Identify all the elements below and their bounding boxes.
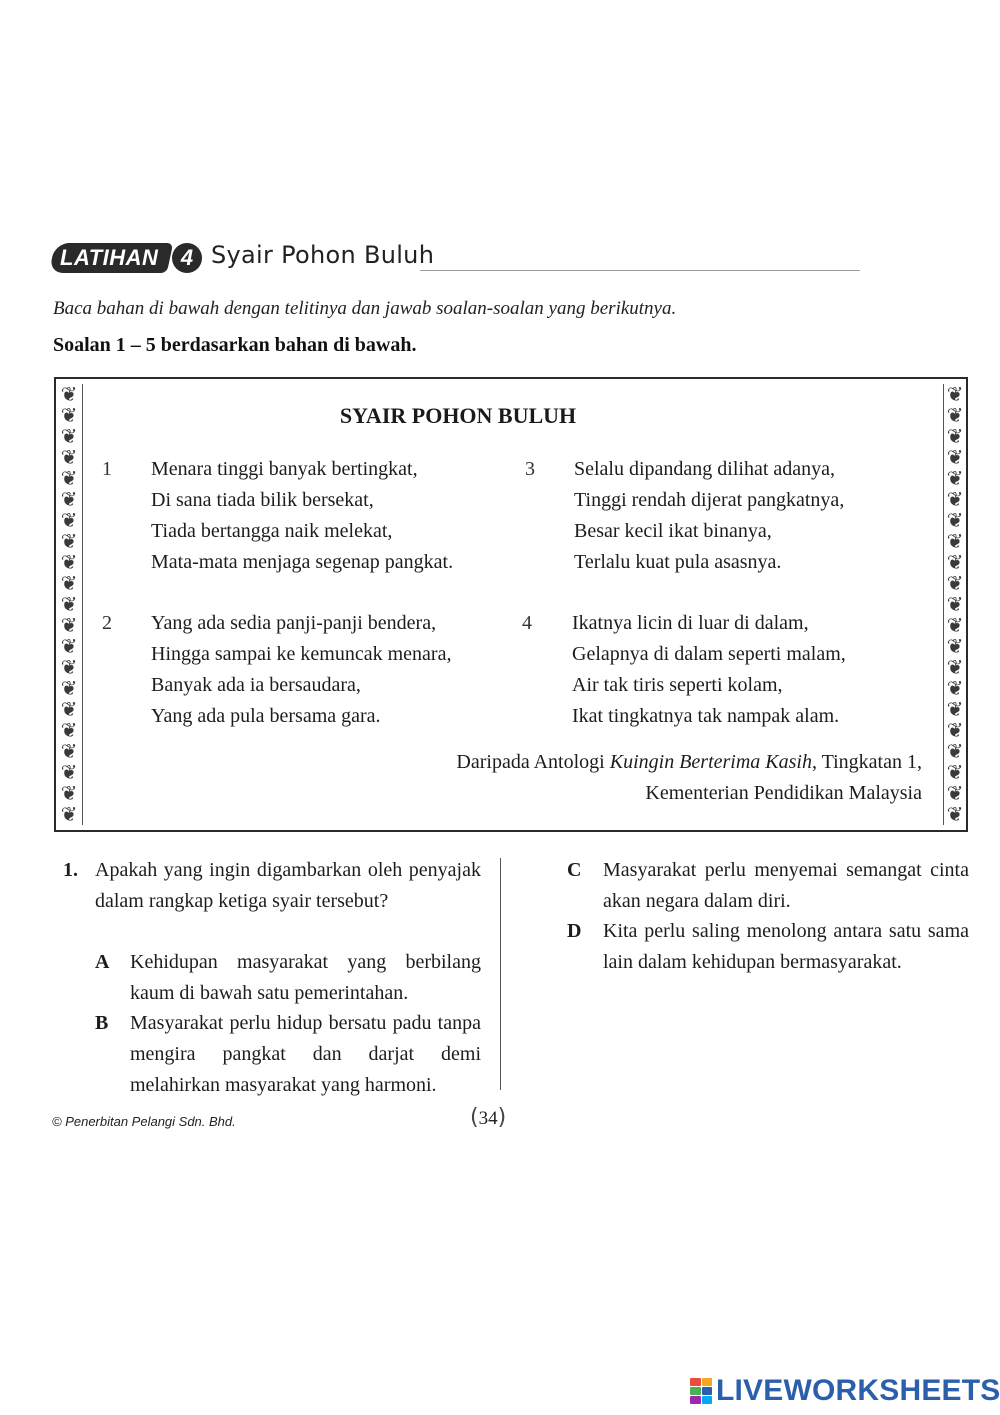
poem-line: Hingga sampai ke kemuncak menara, [151, 643, 452, 665]
poem-line: Di sana tiada bilik bersekat, [151, 489, 374, 511]
stanza-3 [574, 454, 844, 578]
page-number-value: 34 [478, 1108, 498, 1129]
poem-line: Menara tinggi banyak bertingkat, [151, 458, 418, 480]
option-text: Kita perlu saling menolong antara satu sama lain dalam kehidupan bermasyarakat. [603, 920, 969, 973]
liveworksheets-grid-icon [690, 1378, 712, 1404]
stanza-2 [151, 608, 451, 732]
option-b[interactable] [95, 1008, 481, 1101]
poem-line: Air tak tiris seperti kolam, [572, 674, 783, 696]
copyright-text: © Penerbitan Pelangi Sdn. Bhd. [52, 1114, 236, 1129]
citation-publisher: Kementerian Pendidikan Malaysia [645, 782, 922, 804]
poem-citation [456, 747, 922, 809]
option-text: Kehidupan masyarakat yang berbilang kaum di bawah satu pemerintahan. [130, 951, 481, 1004]
poem-line: Ikat tingkatnya tak nampak alam. [572, 705, 840, 727]
stanza-4 [572, 608, 846, 732]
poem-line: Besar kecil ikat binanya, [574, 520, 772, 542]
poem-line: Banyak ada ia bersaudara, [151, 674, 361, 696]
option-d[interactable] [567, 916, 969, 1009]
liveworksheets-logo [690, 1374, 1000, 1408]
page-number [470, 1105, 506, 1130]
ornament-border-right: ❦ ❦ ❦ ❦ ❦ ❦ ❦ ❦ ❦ ❦ ❦ ❦ ❦ ❦ ❦ ❦ ❦ ❦ ❦ ❦ ❦ [946, 384, 964, 825]
stanza-number: 4 [522, 612, 532, 634]
poem-line: Ikatnya licin di luar di dalam, [572, 612, 809, 634]
option-a[interactable] [95, 947, 481, 1009]
stanza-number: 2 [102, 612, 112, 634]
option-text: Masyarakat perlu hidup bersatu padu tanpa mengira pangkat dan darjat demi melahirkan masyarakat yang harmoni. [130, 1012, 481, 1096]
option-c[interactable] [567, 855, 969, 917]
stanza-1 [151, 454, 453, 578]
page-bracket-right-icon: ) [497, 1105, 507, 1130]
poem-line: Tinggi rendah dijerat pangkatnya, [574, 489, 845, 511]
option-letter: C [567, 859, 582, 881]
poem-line: Yang ada pula bersama gara. [151, 705, 381, 727]
poem-line: Yang ada sedia panji-panji bendera, [151, 612, 437, 634]
exercise-title: Syair Pohon Buluh [211, 241, 435, 269]
instruction-text: Baca bahan di bawah dengan telitinya dan jawab soalan-soalan yang berikutnya. [53, 298, 677, 319]
column-divider [500, 858, 501, 1090]
option-letter: A [95, 951, 110, 973]
question-1 [63, 855, 481, 917]
ornament-border-left: ❦ ❦ ❦ ❦ ❦ ❦ ❦ ❦ ❦ ❦ ❦ ❦ ❦ ❦ ❦ ❦ ❦ ❦ ❦ ❦ ❦ [60, 384, 78, 825]
latihan-number: 4 [172, 243, 202, 273]
question-text: Apakah yang ingin digambarkan oleh penyajak dalam rangkap ketiga syair tersebut? [95, 859, 481, 912]
liveworksheets-wordmark: LIVEWORKSHEETS [716, 1374, 1000, 1407]
stanza-number: 1 [102, 458, 112, 480]
latihan-label: LATIHAN [60, 245, 159, 270]
citation-suffix: , Tingkatan 1, [811, 751, 922, 773]
poem-line: Selalu dipandang dilihat adanya, [574, 458, 836, 480]
page-bracket-left-icon: ( [470, 1105, 479, 1130]
poem-line: Gelapnya di dalam seperti malam, [572, 643, 846, 665]
poem-line: Terlalu kuat pula asasnya. [574, 551, 782, 573]
question-range: Soalan 1 – 5 berdasarkan bahan di bawah. [53, 334, 417, 356]
poem-line: Mata-mata menjaga segenap pangkat. [151, 551, 454, 573]
citation-book-title: Kuingin Berterima Kasih [609, 751, 812, 773]
citation-prefix: Daripada Antologi [456, 751, 610, 773]
poem-line: Tiada bertangga naik melekat, [151, 520, 393, 542]
stanza-number: 3 [525, 458, 535, 480]
poem-title: SYAIR POHON BULUH [339, 403, 577, 428]
option-text: Masyarakat perlu menyemai semangat cinta akan negara dalam diri. [603, 859, 969, 912]
question-number: 1. [63, 859, 78, 881]
option-letter: B [95, 1012, 109, 1034]
header-rule [420, 270, 860, 271]
option-letter: D [567, 920, 582, 942]
